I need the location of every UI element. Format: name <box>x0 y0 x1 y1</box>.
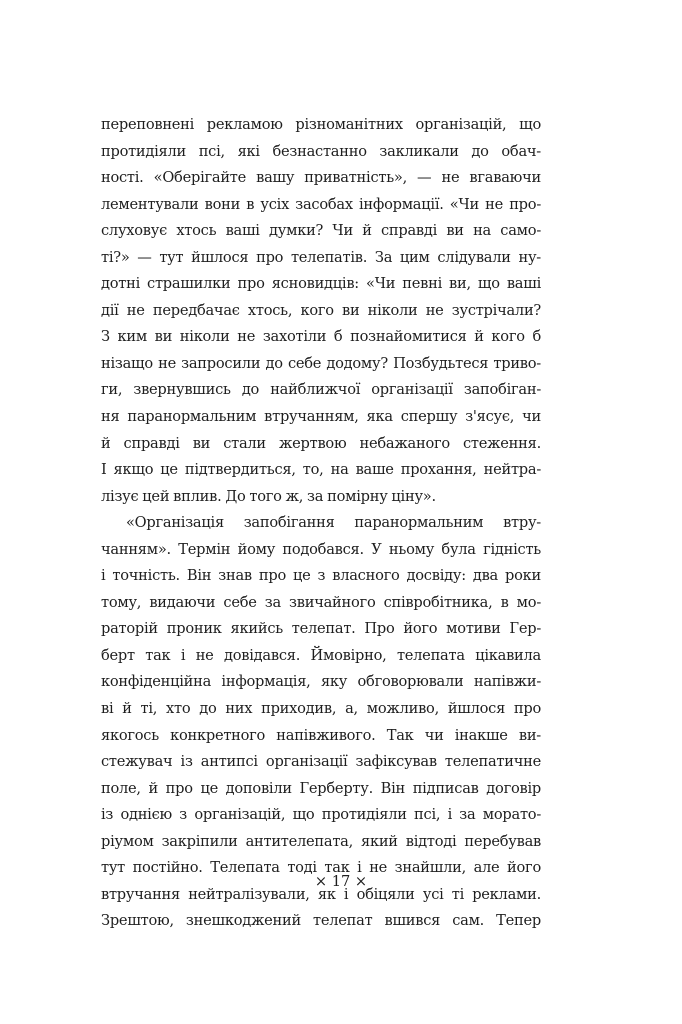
body-text <box>101 112 541 935</box>
text-line: і точність. Він знав про це з власного досвіду: два роки <box>101 567 541 585</box>
text-line: ня паранормальним втручанням, яка спершу з'ясує, чи <box>101 408 541 426</box>
text-line: втручання нейтралізували, як і обіцяли усі ті реклами. <box>101 885 541 903</box>
text-line: Зрештою, знешкоджений телепат вшився сам. Тепер <box>101 912 541 930</box>
text-line: З ким ви ніколи не захотіли б познайомитися й кого б <box>101 328 541 346</box>
text-line: «Організація запобігання паранормальним втру- <box>126 514 541 532</box>
text-line: протидіяли псі, які безнастанно закликали до обач- <box>101 142 541 160</box>
text-line: дотні страшилки про ясновидців: «Чи певні ви, що ваші <box>101 275 541 293</box>
text-line: лізує цей вплив. До того ж, за помірну ціну». <box>101 487 436 505</box>
text-line: чанням». Термін йому подобався. У ньому була гідність <box>101 540 541 558</box>
text-line: й справді ви стали жертвою небажаного стеження. <box>101 434 541 452</box>
text-line: ги, звернувшись до найближчої організації запобіган- <box>101 381 541 399</box>
text-line: ті?» — тут йшлося про телепатів. За цим слідували ну- <box>101 248 541 266</box>
text-line: берт так і не довідався. Ймовірно, телепата цікавила <box>101 646 541 664</box>
text-line: стежувач із антипсі організації зафіксував телепатичне <box>101 753 541 771</box>
text-line: конфіденційна інформація, яку обговорювали напівжи- <box>101 673 541 691</box>
text-line: тому, видаючи себе за звичайного співробітника, в мо- <box>101 593 541 611</box>
text-line: поле, й про це доповіли Герберту. Він підписав договір <box>101 779 541 797</box>
text-line: якогось конкретного напівживого. Так чи інакше ви- <box>101 726 541 744</box>
text-line: із однією з організацій, що протидіяли псі, і за морато- <box>101 806 541 824</box>
text-line: ріумом закріпили антителепата, який відтоді перебував <box>101 832 541 850</box>
text-line: переповнені рекламою різноманітних організацій, що <box>101 116 541 133</box>
text-line: лементували вони в усіх засобах інформації. «Чи не про- <box>101 195 541 213</box>
text-line: ві й ті, хто до них приходив, а, можливо, йшлося про <box>101 700 541 718</box>
text-line: слуховує хтось ваші думки? Чи й справді ви на само- <box>101 222 541 240</box>
text-line: І якщо це підтвердиться, то, на ваше прохання, нейтра- <box>101 461 541 479</box>
text-line: раторій проник якийсь телепат. Про його мотиви Гер- <box>101 620 541 638</box>
page-number: × 17 × <box>314 873 368 890</box>
text-line: нізащо не запросили до себе додому? Позбудьтеся триво- <box>101 354 541 372</box>
text-line: ності. «Оберігайте вашу приватність», — не вгаваючи <box>101 169 541 187</box>
text-line: тут постійно. Телепата тоді так і не знайшли, але його <box>101 859 541 877</box>
text-line: дії не передбачає хтось, кого ви ніколи не зустрічали? <box>101 301 541 319</box>
